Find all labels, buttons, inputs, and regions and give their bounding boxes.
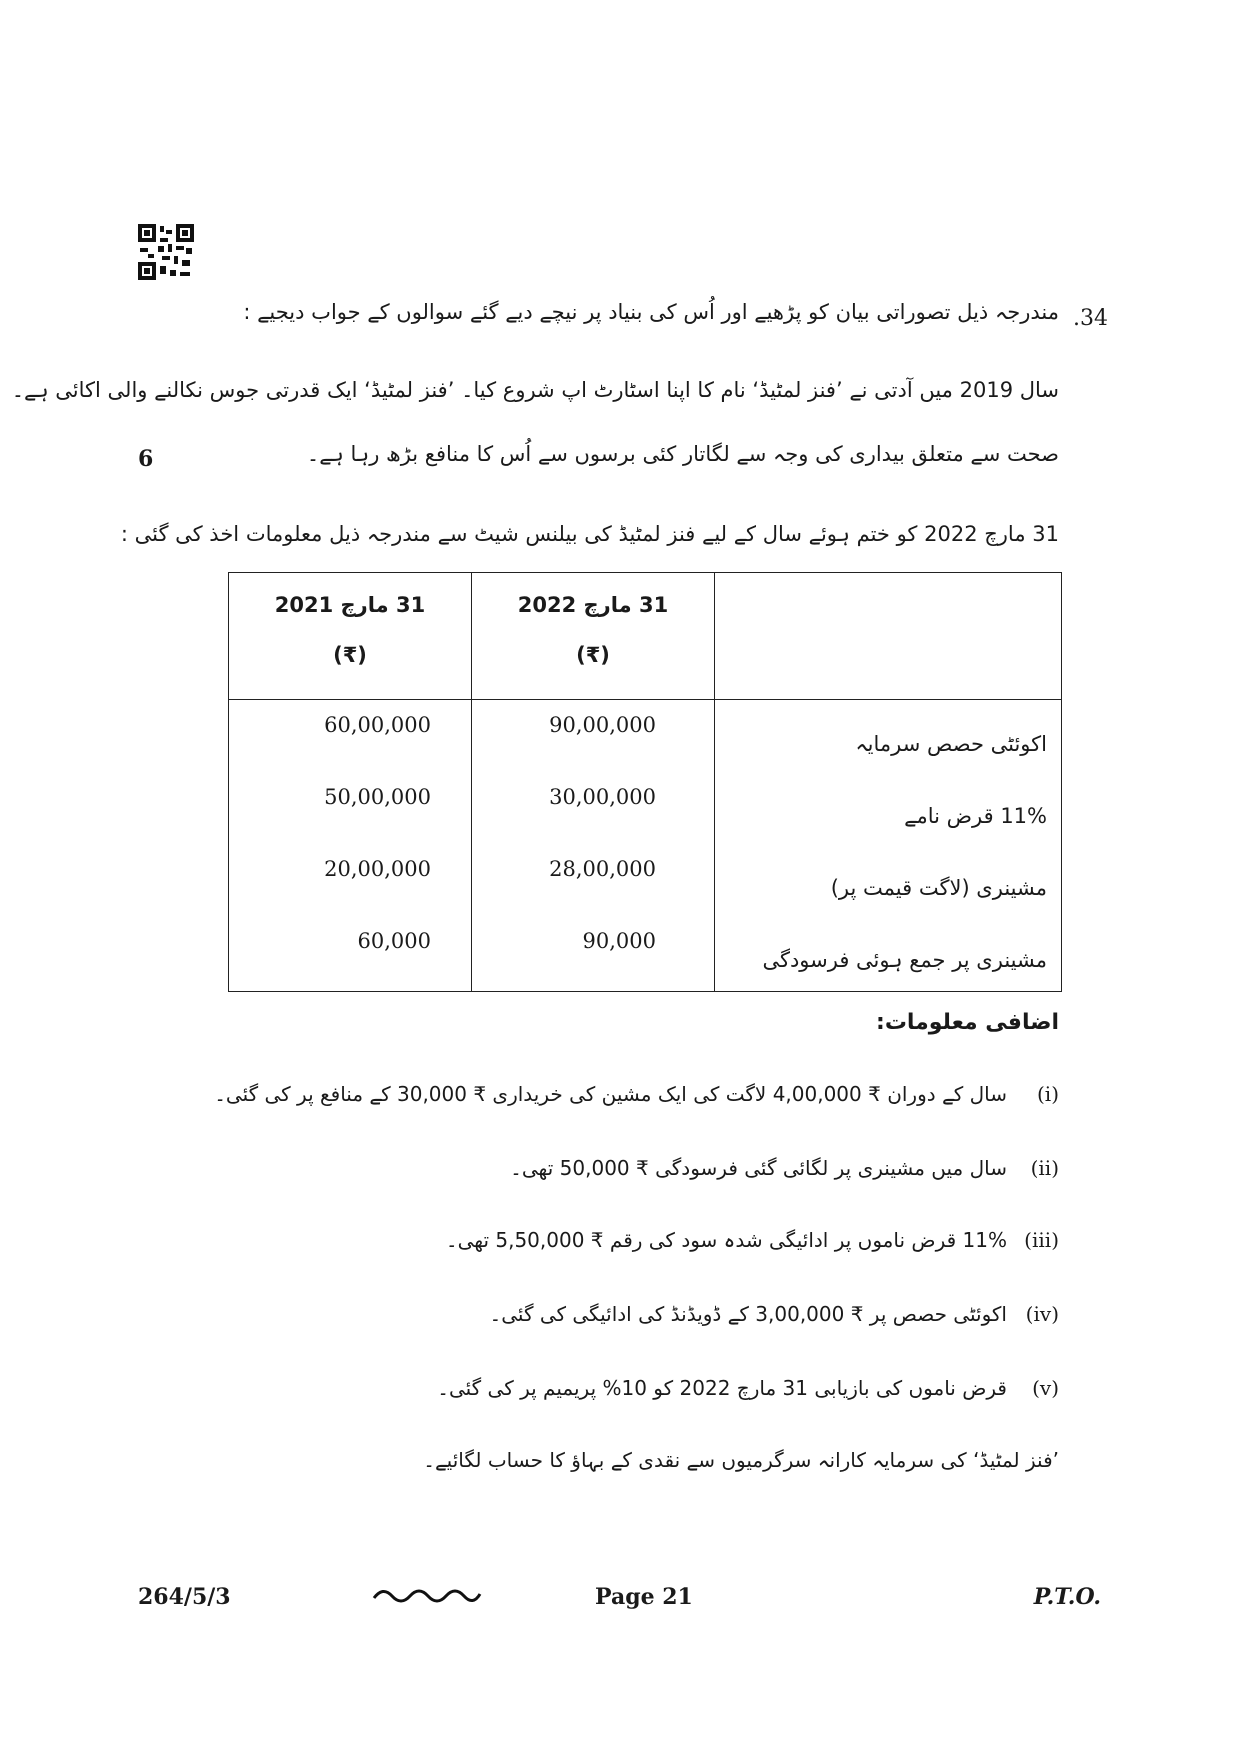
paper-code: 264/5/3	[138, 1584, 231, 1610]
additional-info-heading: اضافی معلومات:	[876, 1010, 1059, 1035]
question-instruction: مندرجہ ذیل تصوراتی بیان کو پڑھیے اور اُس کی بنیاد پر نیچے دیے گئے سوالوں کے جواب دیجیے :	[243, 300, 1059, 324]
page-number: Page 21	[595, 1584, 693, 1610]
table-cell: 30,00,000	[549, 785, 656, 809]
row-label: مشینری پر جمع ہوئی فرسودگی	[762, 948, 1047, 972]
row-label: 11% قرض نامے	[904, 804, 1047, 828]
table-cell: 90,000	[582, 929, 656, 953]
balance-sheet-table	[228, 572, 1062, 992]
values-2021	[229, 700, 472, 992]
list-item: (ii)سال میں مشینری پر لگائی گئی فرسودگی ₹ 50,000 تھی۔	[510, 1156, 1059, 1180]
table-cell: 28,00,000	[549, 857, 656, 881]
list-item: (v)قرض ناموں کی بازیابی 31 مارچ 2022 کو 10% پریمیم پر کی گئی۔	[437, 1376, 1059, 1400]
paragraph-line-2: صحت سے متعلق بیداری کی وجہ سے لگاتار کئی برسوں سے اُس کا منافع بڑھ رہا ہے۔	[306, 442, 1059, 466]
qr-code	[138, 224, 194, 280]
paragraph-line-1: سال 2019 میں آدتی نے ’فنز لمٹیڈ‘ نام کا اپنا اسٹارٹ اپ شروع کیا۔ ’فنز لمٹیڈ‘ ایک قدرتی جوس نکالنے والی اکائی ہے۔	[11, 378, 1059, 402]
table-cell: 90,00,000	[549, 713, 656, 737]
pto-label: P.T.O.	[1033, 1584, 1101, 1610]
table-intro: 31 مارچ 2022 کو ختم ہوئے سال کے لیے فنز لمٹیڈ کی بیلنس شیٹ سے مندرجہ ذیل معلومات اخذ کی گئی :	[120, 522, 1059, 546]
table-cell: 60,000	[357, 929, 431, 953]
list-item: (iii)11% قرض ناموں پر ادائیگی شدہ سود کی رقم ₹ 5,50,000 تھی۔	[445, 1228, 1059, 1252]
row-label: مشینری (لاگت قیمت پر)	[830, 876, 1047, 900]
particulars-column	[715, 700, 1062, 992]
table-cell: 50,00,000	[324, 785, 431, 809]
header-particulars	[715, 573, 1062, 700]
header-2021: 31 مارچ 2021 (₹)	[229, 573, 472, 700]
table-cell: 20,00,000	[324, 857, 431, 881]
header-2022: 31 مارچ 2022 (₹)	[472, 573, 715, 700]
tilde-ornament-icon	[372, 1584, 482, 1608]
question-number: .34	[1073, 306, 1108, 331]
values-2022	[472, 700, 715, 992]
list-item: (i)سال کے دوران ₹ 4,00,000 لاگت کی ایک مشین کی خریداری ₹ 30,000 کے منافع پر کی گئی۔	[214, 1082, 1059, 1106]
list-item: (iv)اکوئٹی حصص پر ₹ 3,00,000 کے ڈویڈنڈ کی ادائیگی کی گئی۔	[489, 1302, 1059, 1326]
question-marks: 6	[138, 446, 154, 472]
row-label: اکوئٹی حصص سرمایہ	[855, 732, 1047, 756]
table-cell: 60,00,000	[324, 713, 431, 737]
final-instruction: ’فنز لمٹیڈ‘ کی سرمایہ کارانہ سرگرمیوں سے نقدی کے بہاؤ کا حساب لگائیے۔	[423, 1448, 1059, 1472]
